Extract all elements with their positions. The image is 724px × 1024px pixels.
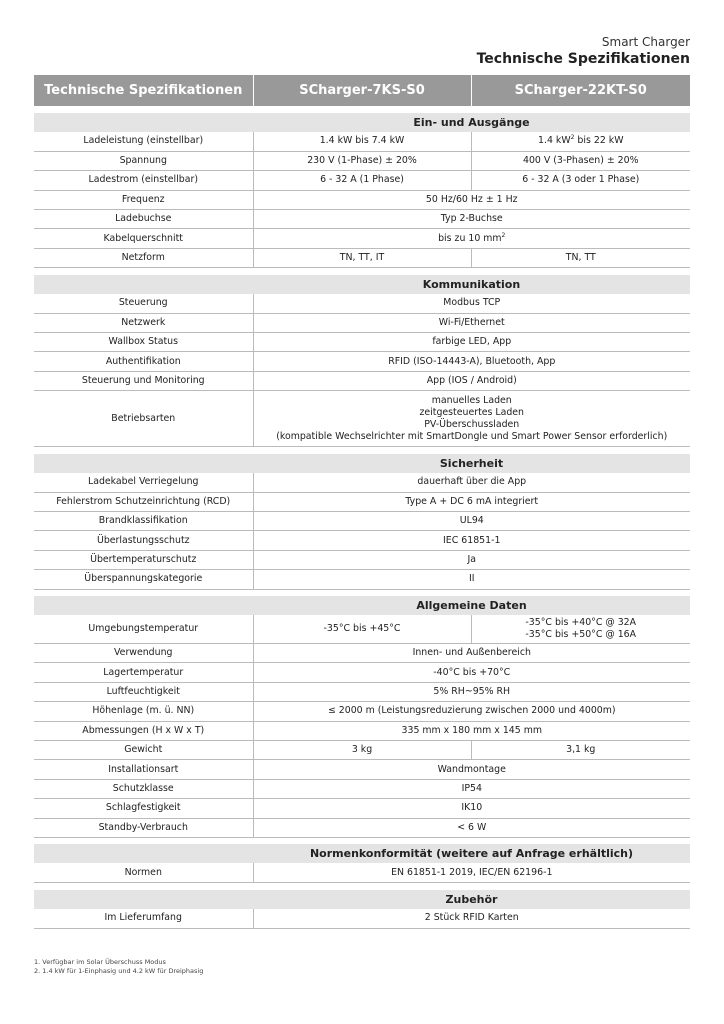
table-row (34, 909, 690, 928)
column-header-spec: Technische Spezifikationen (34, 75, 253, 106)
cell-shared: 5% RH~95% RH (253, 682, 690, 701)
cell-22kt: 1.4 $kW^2$ bis 22 kW (471, 132, 690, 151)
temp-line: -35°C bis +40°C @ 32A (525, 617, 637, 629)
row-label: Luftfeuchtigkeit (34, 682, 253, 701)
table-row (34, 371, 690, 390)
cell-7ks: 6 - 32 A (1 Phase) (253, 171, 471, 190)
cell-shared: dauerhaft über die App (253, 473, 690, 492)
spec-table (34, 75, 690, 929)
row-label: Spannung (34, 151, 253, 170)
table-row (34, 644, 690, 663)
cell-shared: IEC 61851-1 (253, 531, 690, 550)
row-label: Ladeleistung (einstellbar) (34, 132, 253, 151)
table-header-row (34, 75, 690, 106)
table-row (34, 248, 690, 267)
table-row (34, 760, 690, 779)
row-label: Steuerung (34, 294, 253, 313)
cell-7ks: 1.4 kW bis 7.4 kW (253, 132, 471, 151)
table-row (34, 473, 690, 492)
cell-22kt: TN, TT (471, 248, 690, 267)
table-row (34, 531, 690, 550)
row-label: Überlastungsschutz (34, 531, 253, 550)
table-row (34, 229, 690, 248)
section-header-norms (34, 844, 690, 863)
cell-shared: bis zu 10 $mm^2$ (253, 229, 690, 248)
mode-line: PV-Überschussladen (424, 418, 520, 430)
section-title: Kommunikation (422, 277, 521, 291)
row-label: Übertemperaturschutz (34, 550, 253, 569)
row-label: Schutzklasse (34, 779, 253, 798)
table-row (34, 799, 690, 818)
cell-shared: Ja (253, 550, 690, 569)
row-label: Steuerung und Monitoring (34, 371, 253, 390)
row-label: Ladebuchse (34, 210, 253, 229)
header-supertitle: Smart Charger (601, 35, 690, 49)
cell-shared: Typ 2-Buchse (253, 210, 690, 229)
cell-7ks: 230 V (1-Phase) ± 20% (253, 151, 471, 170)
footnote: 2. 1.4 kW für 1-Einphasig und 4.2 kW für Dreiphasig (34, 967, 204, 975)
row-label: Netzform (34, 248, 253, 267)
mode-line: (kompatible Wechselrichter mit SmartDongle und Smart Power Sensor erforderlich) (276, 430, 668, 442)
cell-shared: App (IOS / Android) (253, 371, 690, 390)
table-row (34, 511, 690, 530)
cell-shared: EN 61851-1 2019, IEC/EN 62196-1 (253, 863, 690, 882)
table-row (34, 333, 690, 352)
section-header-accessories (34, 890, 690, 909)
mode-line: zeitgesteuertes Laden (419, 406, 525, 418)
table-row (34, 682, 690, 701)
row-label: Installationsart (34, 760, 253, 779)
cell-22kt: 3,1 kg (471, 740, 690, 759)
table-row (34, 721, 690, 740)
cell-shared (253, 391, 690, 447)
row-label: Brandklassifikation (34, 511, 253, 530)
row-label: Gewicht (34, 740, 253, 759)
cell-shared: UL94 (253, 511, 690, 530)
cell-22kt (471, 615, 690, 644)
row-label: Schlagfestigkeit (34, 799, 253, 818)
row-label: Im Lieferumfang (34, 909, 253, 928)
row-label: Standby-Verbrauch (34, 818, 253, 837)
row-label: Wallbox Status (34, 333, 253, 352)
cell-shared: < 6 W (253, 818, 690, 837)
table-row (34, 702, 690, 721)
column-header-22kt: SCharger-22KT-S0 (471, 75, 690, 106)
row-label: Lagertemperatur (34, 663, 253, 682)
temp-line: -35°C bis +50°C @ 16A (525, 629, 637, 641)
row-label: Betriebsarten (34, 391, 253, 447)
cell-shared: RFID (ISO-14443-A), Bluetooth, App (253, 352, 690, 371)
cell-7ks: -35°C bis +45°C (253, 615, 471, 644)
table-row (34, 570, 690, 589)
cell-shared: Wandmontage (253, 760, 690, 779)
cell-shared: ≤ 2000 m (Leistungsreduzierung zwischen 2000 und 4000m) (253, 702, 690, 721)
table-row (34, 391, 690, 447)
page-title: Technische Spezifikationen (476, 51, 690, 67)
cell-shared: -40°C bis +70°C (253, 663, 690, 682)
table-row (34, 863, 690, 882)
table-row (34, 171, 690, 190)
cell-shared: farbige LED, App (253, 333, 690, 352)
table-row (34, 615, 690, 644)
mode-line: manuelles Laden (431, 394, 512, 406)
row-label: Netzwerk (34, 313, 253, 332)
row-label: Verwendung (34, 644, 253, 663)
row-label: Normen (34, 863, 253, 882)
section-header-io (34, 113, 690, 132)
row-label: Ladekabel Verriegelung (34, 473, 253, 492)
cell-shared: 335 mm x 180 mm x 145 mm (253, 721, 690, 740)
row-label: Ladestrom (einstellbar) (34, 171, 253, 190)
row-label: Höhenlage (m. ü. NN) (34, 702, 253, 721)
section-header-general (34, 596, 690, 615)
cell-shared: 50 Hz/60 Hz ± 1 Hz (253, 190, 690, 209)
table-row (34, 313, 690, 332)
section-title: Sicherheit (439, 456, 504, 470)
table-row (34, 779, 690, 798)
row-label: Umgebungstemperatur (34, 615, 253, 644)
row-label: Überspannungskategorie (34, 570, 253, 589)
cell-shared: Type A + DC 6 mA integriert (253, 492, 690, 511)
cell-shared: 2 Stück RFID Karten (253, 909, 690, 928)
table-row (34, 818, 690, 837)
column-header-7ks: SCharger-7KS-S0 (253, 75, 471, 106)
table-row (34, 740, 690, 759)
cell-22kt: 400 V (3-Phasen) ± 20% (471, 151, 690, 170)
section-title: Ein- und Ausgänge (413, 116, 530, 129)
row-label: Frequenz (34, 190, 253, 209)
section-header-safety (34, 454, 690, 473)
row-label: Kabelquerschnitt (34, 229, 253, 248)
row-label: Abmessungen (H x W x T) (34, 721, 253, 740)
row-label: Fehlerstrom Schutzeinrichtung (RCD) (34, 492, 253, 511)
section-header-comm (34, 275, 690, 294)
footnotes (34, 958, 203, 976)
cell-shared: Wi-Fi/Ethernet (253, 313, 690, 332)
cell-shared: IP54 (253, 779, 690, 798)
table-row (34, 210, 690, 229)
cell-shared: II (253, 570, 690, 589)
table-row (34, 352, 690, 371)
table-row (34, 132, 690, 151)
section-title: Allgemeine Daten (416, 599, 527, 613)
cell-22kt: 6 - 32 A (3 oder 1 Phase) (471, 171, 690, 190)
footnote: 1. Verfügbar im Solar Überschuss Modus (34, 958, 166, 966)
table-row (34, 492, 690, 511)
table-row (34, 663, 690, 682)
table-row (34, 294, 690, 313)
section-title: Zubehör (445, 892, 498, 906)
row-label: Authentifikation (34, 352, 253, 371)
table-row (34, 550, 690, 569)
cell-7ks: TN, TT, IT (253, 248, 471, 267)
cell-7ks: 3 kg (253, 740, 471, 759)
page-header (477, 34, 690, 68)
cell-shared: Innen- und Außenbereich (253, 644, 690, 663)
cell-shared: IK10 (253, 799, 690, 818)
table-row (34, 151, 690, 170)
cell-shared: Modbus TCP (253, 294, 690, 313)
section-title: Normenkonformität (weitere auf Anfrage erhältlich) (309, 847, 634, 861)
table-row (34, 190, 690, 209)
